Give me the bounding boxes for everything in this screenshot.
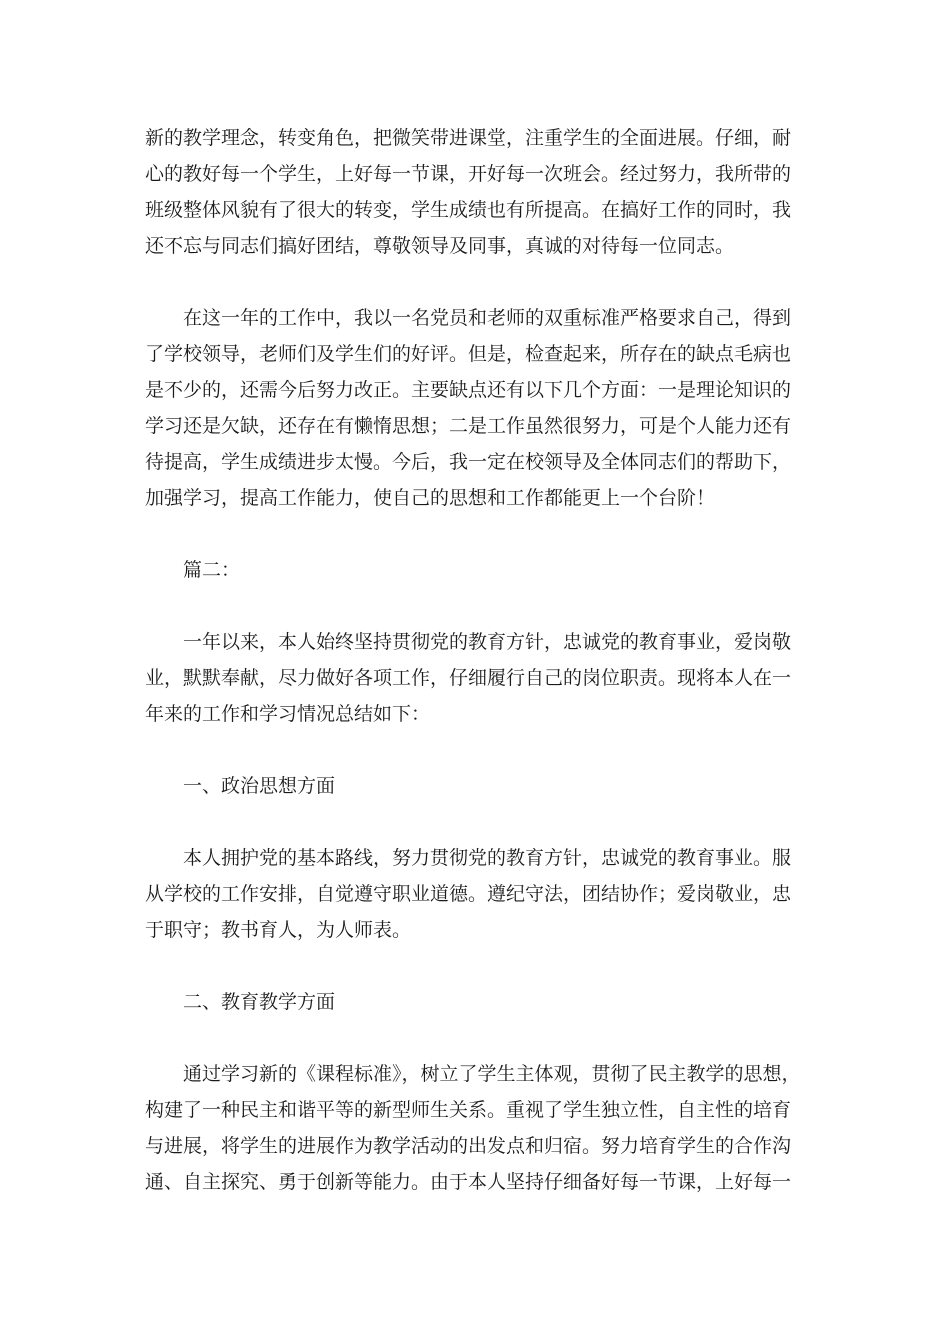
text-line: 待提高，学生成绩进步太慢。今后，我一定在校领导及全体同志们的帮助下， xyxy=(145,451,792,473)
text-line: 从学校的工作安排，自觉遵守职业道德。遵纪守法，团结协作；爱岗敬业，忠 xyxy=(145,883,792,905)
document-body xyxy=(145,120,825,1236)
section-heading-education xyxy=(145,984,825,1020)
text-line: 一、政治思想方面 xyxy=(183,775,336,797)
section-heading-part-two xyxy=(145,552,825,588)
text-line: 还不忘与同志们搞好团结，尊敬领导及同事，真诚的对待每一位同志。 xyxy=(145,235,735,257)
paragraph-1 xyxy=(145,120,825,264)
paragraph-2 xyxy=(145,300,825,516)
text-line: 本人拥护党的基本路线，努力贯彻党的教育方针，忠诚党的教育事业。服 xyxy=(183,847,792,869)
text-line: 二、教育教学方面 xyxy=(183,991,336,1013)
text-line: 通、自主探究、勇于创新等能力。由于本人坚持仔细备好每一节课，上好每一 xyxy=(145,1171,792,1193)
text-line: 在这一年的工作中，我以一名党员和老师的双重标准严格要求自己，得到 xyxy=(183,307,792,329)
section-heading-political xyxy=(145,768,825,804)
paragraph-5 xyxy=(145,1056,825,1200)
text-line: 与进展，将学生的进展作为教学活动的出发点和归宿。努力培育学生的合作沟 xyxy=(145,1135,792,1157)
text-line: 通过学习新的《课程标准》，树立了学生主体观，贯彻了民主教学的思想， xyxy=(183,1063,801,1085)
text-line: 篇二： xyxy=(183,559,241,581)
text-line: 是不少的，还需今后努力改正。主要缺点还有以下几个方面：一是理论知识的 xyxy=(145,379,792,401)
text-line: 心的教好每一个学生，上好每一节课，开好每一次班会。经过努力，我所带的 xyxy=(145,163,792,185)
text-line: 了学校领导，老师们及学生们的好评。但是，检查起来，所存在的缺点毛病也 xyxy=(145,343,792,365)
text-line: 构建了一种民主和谐平等的新型师生关系。重视了学生独立性，自主性的培育 xyxy=(145,1099,792,1121)
paragraph-4 xyxy=(145,840,825,948)
paragraph-3 xyxy=(145,624,825,732)
text-line: 加强学习，提高工作能力，使自己的思想和工作都能更上一个台阶！ xyxy=(145,487,716,509)
text-line: 学习还是欠缺，还存在有懒惰思想；二是工作虽然很努力，可是个人能力还有 xyxy=(145,415,792,437)
text-line: 新的教学理念，转变角色，把微笑带进课堂，注重学生的全面进展。仔细，耐 xyxy=(145,127,792,149)
text-line: 班级整体风貌有了很大的转变，学生成绩也有所提高。在搞好工作的同时，我 xyxy=(145,199,792,221)
text-line: 业，默默奉献，尽力做好各项工作，仔细履行自己的岗位职责。现将本人在一 xyxy=(145,667,792,689)
text-line: 于职守；教书育人，为人师表。 xyxy=(145,919,412,941)
text-line: 年来的工作和学习情况总结如下： xyxy=(145,703,431,725)
text-line: 一年以来，本人始终坚持贯彻党的教育方针，忠诚党的教育事业，爱岗敬 xyxy=(183,631,792,653)
